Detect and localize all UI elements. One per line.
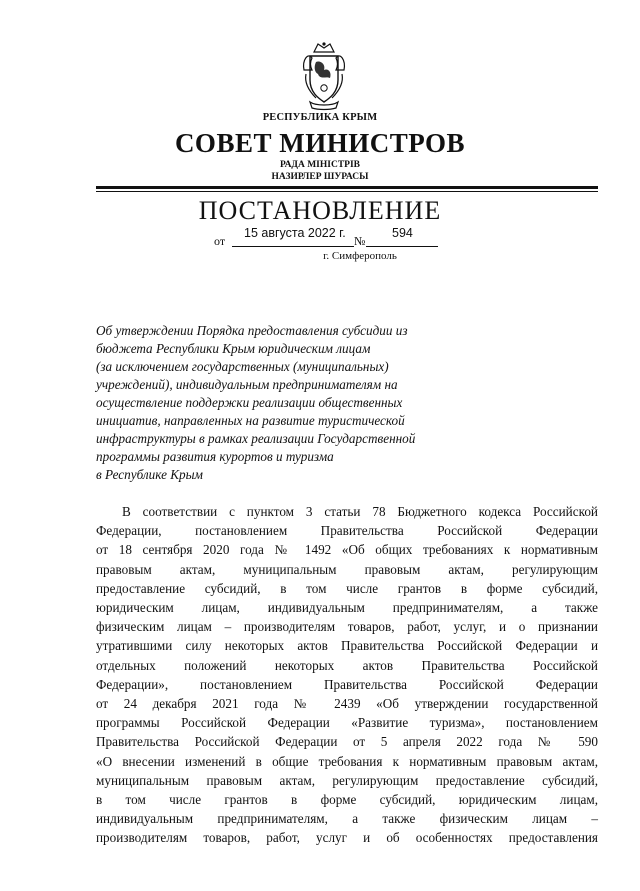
subject-line: инициатив, направленных на развитие туристической <box>96 413 405 428</box>
body-line: утратившими силу некоторых актов Правительства Российской Федерации и <box>96 638 598 654</box>
decree-subject <box>96 322 486 484</box>
council-title-crimean-tatar: НАЗИРЛЕР ШУРАСЫ <box>271 172 369 182</box>
decree-city: г. Симферополь <box>323 250 397 262</box>
number-underline <box>366 246 438 247</box>
republic-name: РЕСПУБЛИКА КРЫМ <box>262 112 378 123</box>
body-line: отдельных положений некоторых актов Правительства Российской <box>96 657 598 673</box>
decree-title: ПОСТАНОВЛЕНИЕ <box>198 196 442 225</box>
subject-line: учреждений), индивидуальным предпринимателям на <box>96 377 398 392</box>
body-line: юридическим лицам, индивидуальным предпринимателям, а также <box>96 600 598 616</box>
body-line: Правительства Российской Федерации от 5 апреля 2022 года № 590 <box>96 734 598 750</box>
subject-line: осуществление поддержки реализации общественных <box>96 395 403 410</box>
council-title: СОВЕТ МИНИСТРОВ <box>174 128 466 158</box>
header-divider-thin <box>96 191 598 192</box>
subject-line: инфраструктуры в рамках реализации Государственной <box>96 431 416 446</box>
subject-line: в Республике Крым <box>96 467 203 482</box>
decree-date: 15 августа 2022 г. <box>244 226 346 240</box>
body-line: В соответствии с пунктом 3 статьи 78 Бюджетного кодекса Российской <box>122 504 598 519</box>
date-underline <box>232 246 354 247</box>
body-line: от 18 сентября 2020 года № 1492 «Об общих требованиях к нормативным <box>96 542 598 558</box>
header-divider-thick <box>96 186 598 189</box>
coat-of-arms-icon <box>296 40 352 112</box>
subject-line: Об утверждении Порядка предоставления субсидии из <box>96 323 408 338</box>
date-prefix: от <box>214 234 226 248</box>
body-line: в том числе грантов в форме субсидий, юридическим лицам, <box>96 792 598 808</box>
body-line: программы Российской Федерации «Развитие туризма», постановлением <box>96 715 598 731</box>
decree-number: 594 <box>392 226 413 240</box>
subject-line: программы развития курортов и туризма <box>96 449 334 464</box>
decree-body <box>96 502 598 848</box>
body-line: предоставление субсидий, в том числе грантов в форме субсидий, <box>96 580 598 596</box>
body-line: Федерации, постановлением Правительства Российской Федерации <box>96 523 598 539</box>
subject-line: (за исключением государственных (муниципальных) <box>96 359 389 374</box>
council-title-ukrainian: РАДА МІНІСТРІВ <box>279 160 360 170</box>
body-line: физическим лицам – производителям товаров, работ, услуг, и о признании <box>96 619 598 635</box>
body-line: муниципальным правовым актам, регулирующим предоставление субсидий, <box>96 772 598 788</box>
body-line: Федерации», постановлением Правительства Российской Федерации <box>96 676 598 692</box>
body-line: правовым актам, муниципальным правовым актам, регулирующим <box>96 561 598 577</box>
number-prefix: № <box>354 234 366 248</box>
subject-line: бюджета Республики Крым юридическим лицам <box>96 341 371 356</box>
decree-dateline <box>214 228 444 248</box>
body-line: индивидуальным предпринимателям, а также физическим лицам – <box>96 811 598 827</box>
body-line: производителям товаров, работ, услуг и об особенностях предоставления <box>96 830 598 846</box>
body-line: от 24 декабря 2021 года № 2439 «Об утверждении государственной <box>96 696 598 712</box>
body-line: «О внесении изменений в общие требования к нормативным правовым актам, <box>96 753 598 769</box>
